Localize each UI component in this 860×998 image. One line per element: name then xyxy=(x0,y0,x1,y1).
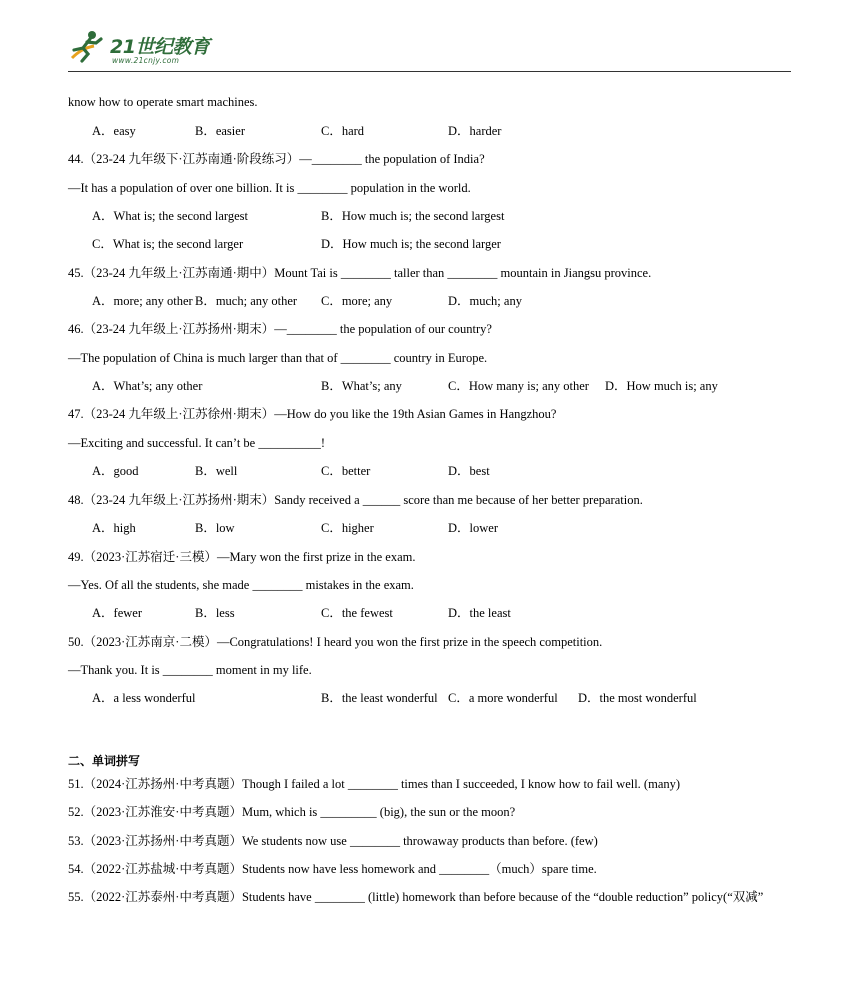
publisher-logo xyxy=(68,28,218,68)
logo-text: 21世纪教育 xyxy=(110,36,210,58)
option-c: C．What is; the second larger xyxy=(92,237,244,251)
option-a: A．a less wonderful xyxy=(92,691,196,705)
question-46-dialog: —The population of China is much larger than that of ________ country in Europe. xyxy=(68,351,488,365)
option-a: A．What is; the second largest xyxy=(92,209,248,223)
question-53: 53.（2023·江苏扬州·中考真题）We students now use ________ throwaway products than before. (few) xyxy=(68,834,598,848)
question-55: 55.（2022·江苏泰州·中考真题）Students have ________ (little) homework than before because of the “double reduction” policy(“双减” xyxy=(68,890,764,904)
option-a: A．high xyxy=(92,521,136,535)
option-c: C．the fewest xyxy=(321,606,393,620)
question-50-dialog: —Thank you. It is ________ moment in my life. xyxy=(68,663,312,677)
option-c: C．How many is; any other xyxy=(448,379,589,393)
question-50: 50.（2023·江苏南京·二模）—Congratulations! I heard you won the first prize in the speech competition. xyxy=(68,635,603,649)
question-52: 52.（2023·江苏淮安·中考真题）Mum, which is _________ (big), the sun or the moon? xyxy=(68,805,516,819)
question-44: 44.（23-24 九年级下·江苏南通·阶段练习）—________ the population of India? xyxy=(68,152,485,166)
option-b: B．low xyxy=(195,521,235,535)
option-d: D．the most wonderful xyxy=(578,691,697,705)
page-header xyxy=(0,0,860,80)
option-d: D．How much is; the second larger xyxy=(321,237,501,251)
question-46: 46.（23-24 九年级上·江苏扬州·期末）—________ the population of our country? xyxy=(68,322,492,336)
option-c: C．higher xyxy=(321,521,374,535)
option-c: C．better xyxy=(321,464,371,478)
option-a: A．good xyxy=(92,464,139,478)
question-47-dialog: —Exciting and successful. It can’t be __________! xyxy=(68,436,326,450)
option-d: D．harder xyxy=(448,124,502,138)
logo-url: www.21cnjy.com xyxy=(112,56,180,65)
option-b: B．How much is; the second largest xyxy=(321,209,505,223)
option-b: B．less xyxy=(195,606,235,620)
option-a: A．more; any other xyxy=(92,294,193,308)
runner-logo-icon xyxy=(68,28,106,64)
option-d: D．lower xyxy=(448,521,498,535)
option-d: D．best xyxy=(448,464,490,478)
option-b: B．What’s; any xyxy=(321,379,402,393)
option-c: C．hard xyxy=(321,124,365,138)
header-divider xyxy=(68,71,791,72)
option-a: A．easy xyxy=(92,124,136,138)
option-b: B．well xyxy=(195,464,238,478)
question-49-dialog: —Yes. Of all the students, she made ________ mistakes in the exam. xyxy=(68,578,414,592)
option-d: D．much; any xyxy=(448,294,522,308)
question-51: 51.（2024·江苏扬州·中考真题）Though I failed a lot ________ times than I succeeded, I know how to fail well. (many) xyxy=(68,777,681,791)
question-49: 49.（2023·江苏宿迁·三模）—Mary won the first prize in the exam. xyxy=(68,550,416,564)
question-45: 45.（23-24 九年级上·江苏南通·期中）Mount Tai is ________ taller than ________ mountain in Jiangsu province. xyxy=(68,266,652,280)
option-a: A．What’s; any other xyxy=(92,379,203,393)
option-d: D．How much is; any xyxy=(605,379,718,393)
section-title: 二、单词拼写 xyxy=(68,754,141,768)
option-c: C．a more wonderful xyxy=(448,691,558,705)
question-48: 48.（23-24 九年级上·江苏扬州·期末）Sandy received a ______ score than me because of her better preparation. xyxy=(68,493,643,507)
option-a: A．fewer xyxy=(92,606,142,620)
option-b: B．much; any other xyxy=(195,294,298,308)
option-b: B．easier xyxy=(195,124,245,138)
option-c: C．more; any xyxy=(321,294,393,308)
option-b: B．the least wonderful xyxy=(321,691,438,705)
question-44-dialog: —It has a population of over one billion. It is ________ population in the world. xyxy=(68,181,471,195)
question-47: 47.（23-24 九年级上·江苏徐州·期末）—How do you like the 19th Asian Games in Hangzhou? xyxy=(68,407,557,421)
question-54: 54.（2022·江苏盐城·中考真题）Students now have less homework and ________（much）spare time. xyxy=(68,862,597,876)
option-d: D．the least xyxy=(448,606,511,620)
question-text: know how to operate smart machines. xyxy=(68,95,258,109)
